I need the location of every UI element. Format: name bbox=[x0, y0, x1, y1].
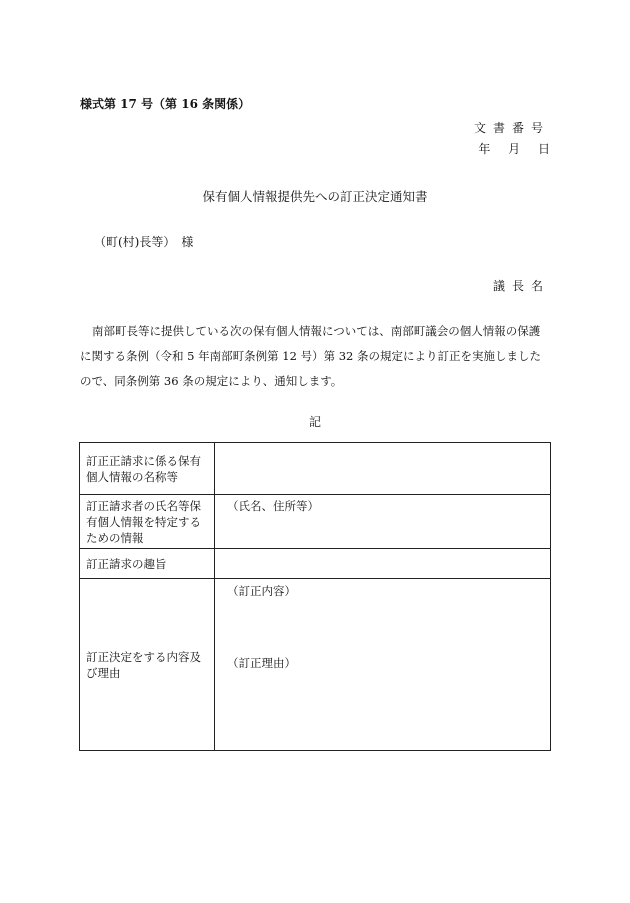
field-request-info[interactable] bbox=[215, 443, 551, 495]
document-number-label: 文書番号 bbox=[473, 121, 550, 135]
body-paragraph: 南部町長等に提供している次の保有個人情報については、南部町議会の個人情報の保護に関する条例（令和 5 年南部町条例第 12 号）第 32 条の規定により訂正を実施しましたので、同条例第 36 条の規定により、通知します。 bbox=[80, 324, 542, 388]
row-label-requester: 訂正請求者の氏名等保有個人情報を特定するための情報 bbox=[80, 495, 215, 549]
date-label: 年 月 日 bbox=[478, 142, 550, 156]
table-row bbox=[80, 495, 551, 549]
notice-table bbox=[79, 442, 551, 751]
field-requester[interactable] bbox=[215, 495, 551, 549]
addressee: （町(村)長等） 様 bbox=[94, 235, 194, 249]
ki-heading: 記 bbox=[308, 415, 321, 429]
field-decision[interactable] bbox=[215, 579, 551, 751]
row-label-decision: 訂正決定をする内容及び理由 bbox=[80, 579, 215, 751]
correction-content-label: （訂正内容） bbox=[227, 584, 296, 598]
table-row bbox=[80, 549, 551, 579]
sender-name-label: 議長名 bbox=[492, 279, 550, 293]
row-label-purpose: 訂正請求の趣旨 bbox=[80, 549, 215, 579]
table-row bbox=[80, 579, 551, 751]
requester-hint: （氏名、住所等） bbox=[227, 499, 319, 513]
form-number: 様式第 17 号（第 16 条関係） bbox=[80, 97, 251, 111]
table-row bbox=[80, 443, 551, 495]
row-label-request-info: 訂正正請求に係る保有個人情報の名称等 bbox=[80, 443, 215, 495]
document-title: 保有個人情報提供先への訂正決定通知書 bbox=[202, 189, 428, 204]
correction-reason-label: （訂正理由） bbox=[227, 656, 296, 670]
field-purpose[interactable] bbox=[215, 549, 551, 579]
